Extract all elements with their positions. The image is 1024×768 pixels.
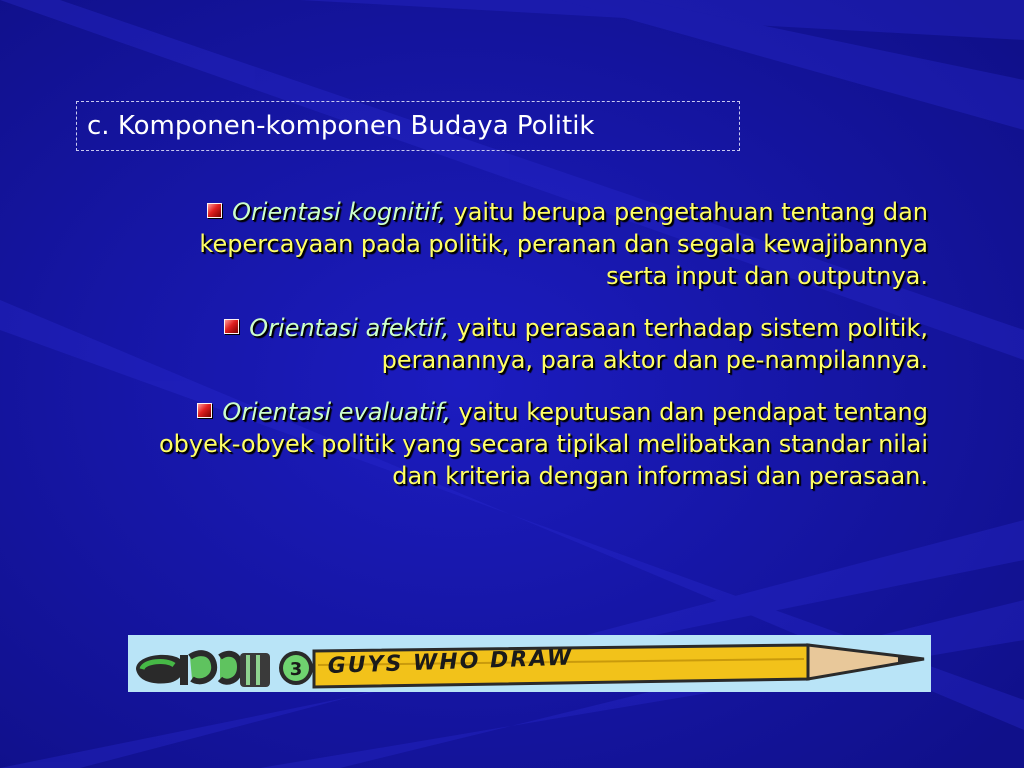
red-square-bullet-icon [207,203,222,218]
pencil-banner [128,635,931,692]
bullet-item-kognitif [140,196,928,292]
bullet-text: yaitu keputusan dan pendapat tentang obyek-obyek politik yang secara tipikal melibatkan standar nilai dan kriteria dengan informasi dan perasaan. [158,398,928,490]
bullet-term: Orientasi evaluatif, [222,398,451,426]
banner-number: 3 [289,659,303,680]
bullet-text: yaitu berupa pengetahuan tentang dan kepercayaan pada politik, peranan dan segala kewajibannya serta input dan outputnya. [199,198,928,290]
bullet-term: Orientasi afektif, [249,314,450,342]
title-box [76,101,740,151]
red-square-bullet-icon [197,403,212,418]
red-square-bullet-icon [224,319,239,334]
bullet-item-afektif [140,312,928,376]
bullet-item-evaluatif [140,396,928,492]
bullet-list [140,196,928,512]
bullet-text: yaitu perasaan terhadap sistem politik, peranannya, para aktor dan pe-nampilannya. [381,314,928,374]
pencil-illustration [128,635,931,692]
bullet-term: Orientasi kognitif, [232,198,446,226]
slide-title: c. Komponen-komponen Budaya Politik [87,111,595,141]
banner-text: GUYS WHO DRAW [327,645,574,679]
